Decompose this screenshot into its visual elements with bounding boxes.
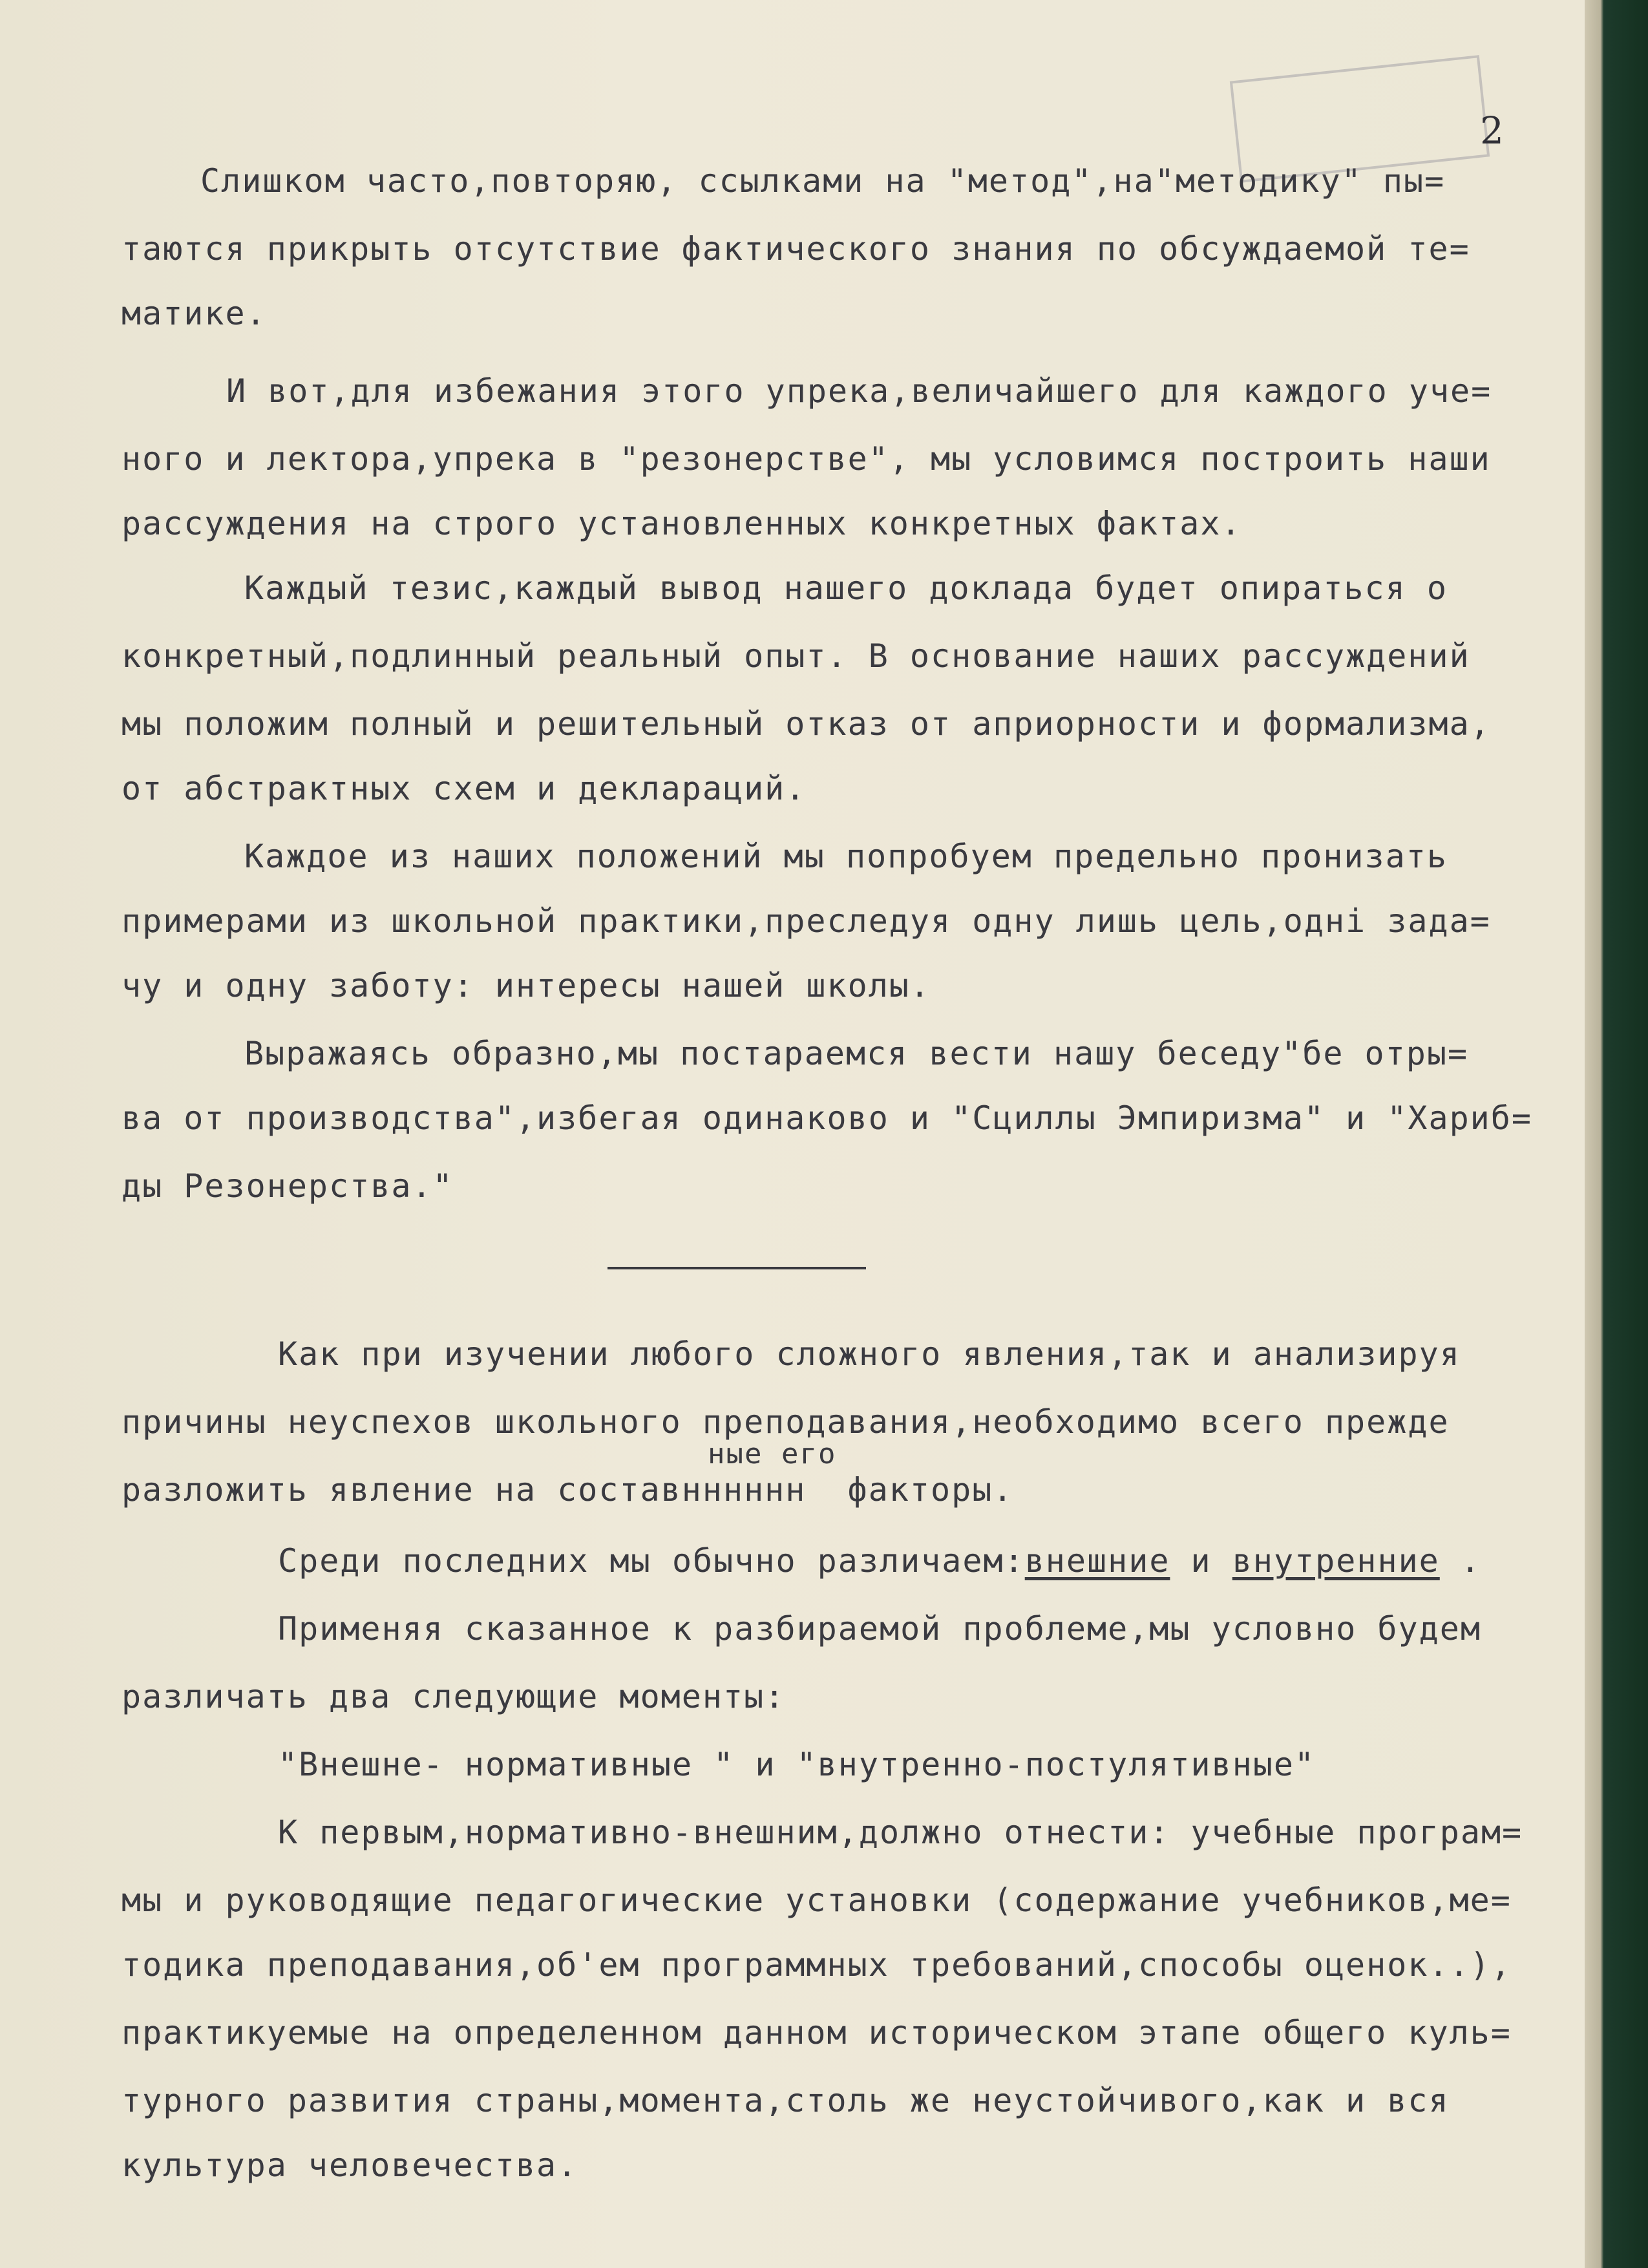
text-line: турного развития страны,момента,столь же неустойчивого,как и вся bbox=[121, 2082, 1450, 2119]
text-line: Каждое из наших положений мы попробуем предельно пронизать bbox=[244, 838, 1448, 875]
text-line: Слишком часто,повторяю, ссылками на "метод",на"методику" пы= bbox=[200, 162, 1446, 200]
text-line: причины неуспехов школьного преподавания,необходимо всего прежде bbox=[121, 1403, 1450, 1441]
text-line: ды Резонерства." bbox=[121, 1167, 454, 1205]
text-line: ного и лектора,упрека в "резонерстве", мы условимся построить наши bbox=[121, 440, 1491, 478]
text-line: "Внешне- нормативные " и "внутренно-постулятивные" bbox=[278, 1746, 1316, 1783]
text-line: таются прикрыть отсутствие фактического знания по обсуждаемой те= bbox=[121, 230, 1470, 268]
inserted-correction: ные его bbox=[708, 1437, 837, 1470]
text-line: ва от производства",избегая одинаково и "Сциллы Эмпиризма" и "Хариб= bbox=[121, 1099, 1532, 1137]
underlined-word: внутренние bbox=[1232, 1542, 1440, 1580]
page-number: 2 bbox=[1480, 109, 1504, 153]
text-line: Среди последних мы обычно различаем:внешние и внутренние . bbox=[278, 1542, 1481, 1580]
text-line: различать два следующие моменты: bbox=[121, 1678, 786, 1715]
text-line: рассуждения на строго установленных конкретных фактах. bbox=[121, 505, 1242, 542]
text-line: примерами из школьной практики,преследуя одну лишь цель,одні зада= bbox=[121, 902, 1491, 940]
text-line: Выражаясь образно,мы постараемся вести нашу беседу"бе отры= bbox=[244, 1035, 1469, 1072]
text-line: от абстрактных схем и деклараций. bbox=[121, 770, 807, 807]
text-line: мы положим полный и решительный отказ от априорности и формализма, bbox=[121, 705, 1491, 743]
text-line: конкретный,подлинный реальный опыт. В основание наших рассуждений bbox=[121, 637, 1470, 675]
text-line: чу и одну заботу: интересы нашей школы. bbox=[121, 967, 931, 1004]
text-line: Как при изучении любого сложного явления,так и анализируя bbox=[278, 1335, 1461, 1373]
text-line: И вот,для избежания этого упрека,величайшего для каждого уче= bbox=[226, 372, 1492, 410]
text-line: К первым,нормативно-внешним,должно отнести: учебные програм= bbox=[278, 1814, 1523, 1851]
text-line: тодика преподавания,об'ем программных требований,способы оценок..), bbox=[121, 1946, 1512, 1984]
text-line: Каждый тезис,каждый вывод нашего доклада будет опираться о bbox=[244, 569, 1448, 607]
text-line: мы и руководящие педагогические установки (содержание учебников,ме= bbox=[121, 1881, 1512, 1919]
binding-edge bbox=[1585, 0, 1648, 2268]
text-line: матике. bbox=[121, 295, 267, 332]
section-divider bbox=[607, 1267, 866, 1269]
text-line: разложить явление на составнннннн факторы. bbox=[121, 1471, 1014, 1509]
text-line: культура человечества. bbox=[121, 2146, 578, 2184]
underlined-word: внешние bbox=[1024, 1542, 1170, 1580]
text-line: практикуемые на определенном данном историческом этапе общего куль= bbox=[121, 2014, 1512, 2051]
text-line: Применяя сказанное к разбираемой проблеме,мы условно будем bbox=[278, 1610, 1481, 1648]
